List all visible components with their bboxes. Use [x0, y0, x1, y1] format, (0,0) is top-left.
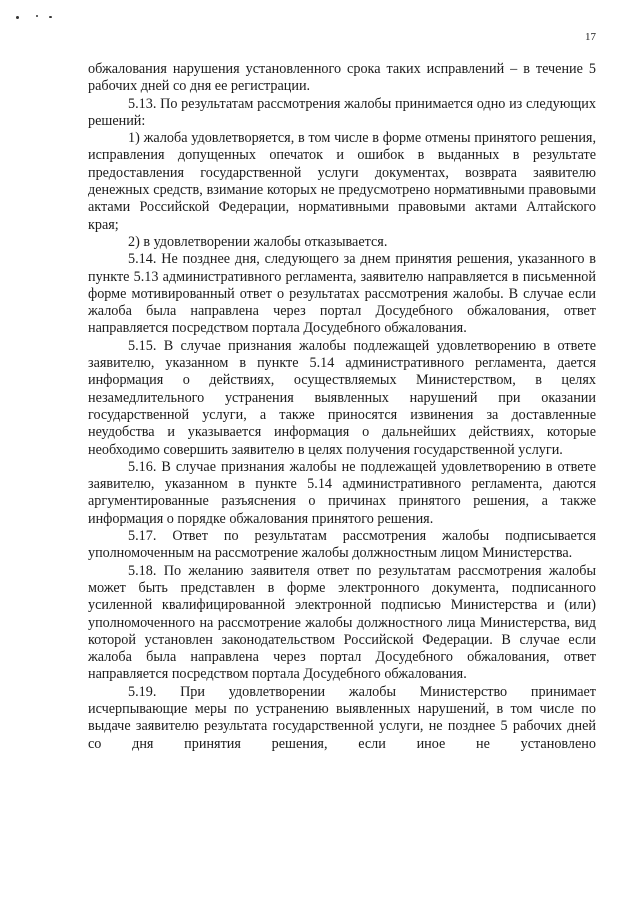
paragraph-5-13: 5.13. По результатам рассмотрения жалобы принимается одно из следующих решений:	[88, 95, 596, 129]
document-body	[88, 61, 596, 753]
scan-speck	[49, 16, 52, 18]
paragraph-continuation: обжалования нарушения установленного срока таких исправлений – в течение 5 рабочих дней со дня ее регистрации.	[88, 61, 596, 95]
paragraph-5-14: 5.14. Не позднее дня, следующего за днем принятия решения, указанного в пункте 5.13 административного регламента, заявителю направляется в письменной форме мотивированный ответ о результатах рассмотрения жалобы. В случае если жалоба была направлена через портал Досудебного обжалования, ответ направляется посредством портала Досудебного обжалования.	[88, 251, 596, 337]
paragraph-5-19: 5.19. При удовлетворении жалобы Министерство принимает исчерпывающие меры по устранению выявленных нарушений, в том числе по выдаче заявителю результата государственной услуги, не позднее 5 рабочих дней со дня принятия решения, если иное не установлено	[88, 683, 596, 752]
page-number: 17	[585, 31, 596, 43]
scan-speck	[16, 16, 19, 19]
paragraph-5-17: 5.17. Ответ по результатам рассмотрения жалобы подписывается уполномоченным на рассмотрение жалобы должностным лицом Министерства.	[88, 528, 596, 562]
scan-speck	[36, 15, 38, 17]
paragraph-5-13-item-1: 1) жалоба удовлетворяется, в том числе в форме отмены принятого решения, исправления допущенных опечаток и ошибок в выданных в результате предоставления государственной услуги документах, возврата заявителю денежных средств, взимание которых не предусмотрено нормативными правовыми актами Российской Федерации, нормативными правовыми актами Алтайского края;	[88, 130, 596, 233]
paragraph-5-18: 5.18. По желанию заявителя ответ по результатам рассмотрения жалобы может быть представлен в форме электронного документа, подписанного усиленной квалифицированной электронной подписью Министерства и (или) уполномоченного на рассмотрение жалобы должностного лица Министерства, вид которой установлен законодательством Российской Федерации. В случае если жалоба была направлена через портал Досудебного обжалования, ответ направляется посредством портала Досудебного обжалования.	[88, 562, 596, 683]
paragraph-5-15: 5.15. В случае признания жалобы подлежащей удовлетворению в ответе заявителю, указанном в пункте 5.14 административного регламента, дается информация о действиях, осуществляемых Министерством, в целях незамедлительного устранения выявленных нарушений при оказании государственной услуги, а также приносятся извинения за доставленные неудобства и указывается информация о дальнейших действиях, которые необходимо совершить заявителю в целях получения государственной услуги.	[88, 337, 596, 458]
paragraph-5-16: 5.16. В случае признания жалобы не подлежащей удовлетворению в ответе заявителю, указанном в пункте 5.14 административного регламента, даются аргументированные разъяснения о причинах принятого решения, а также информация о порядке обжалования принятого решения.	[88, 458, 596, 527]
paragraph-5-13-item-2: 2) в удовлетворении жалобы отказывается.	[128, 233, 388, 250]
